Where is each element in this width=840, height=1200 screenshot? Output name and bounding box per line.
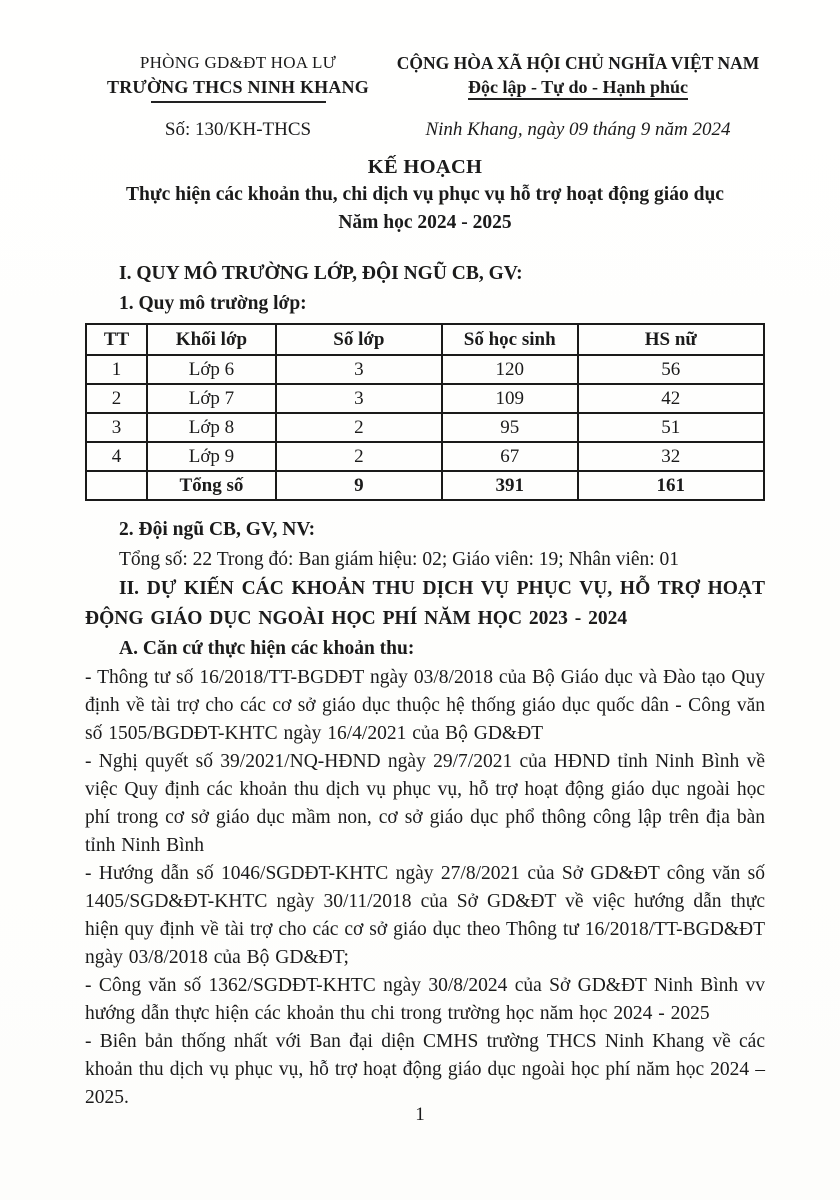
cell: 1 <box>86 355 147 384</box>
cell: 56 <box>578 355 764 384</box>
parent-org-name: PHÒNG GD&ĐT HOA LƯ <box>139 53 337 72</box>
cell: 3 <box>86 413 147 442</box>
legal-basis-paragraph: - Nghị quyết số 39/2021/NQ-HĐND ngày 29/7/2021 của HĐND tỉnh Ninh Bình về việc Quy định các khoản thu dịch vụ phục vụ, hỗ trợ hoạt động giáo dục ngoài học phí trong cơ sở giáo dục mầm non, cơ sở giáo dục phổ thông công lập trên địa bàn tỉnh Ninh Bình <box>85 751 765 856</box>
cell: 161 <box>578 471 764 500</box>
section1-sub2-heading: 2. Đội ngũ CB, GV, NV: <box>119 519 316 540</box>
place-and-date: Ninh Khang, ngày 09 tháng 9 năm 2024 <box>425 119 731 140</box>
cell: 391 <box>442 471 578 500</box>
cell <box>86 471 147 500</box>
cell: 109 <box>442 384 578 413</box>
cell: 67 <box>442 442 578 471</box>
cell: Lớp 7 <box>147 384 276 413</box>
section1-heading: I. QUY MÔ TRƯỜNG LỚP, ĐỘI NGŨ CB, GV: <box>119 263 523 284</box>
legal-basis-paragraph: - Hướng dẫn số 1046/SGDĐT-KHTC ngày 27/8/2021 của Sở GD&ĐT công văn số 1405/SGD&ĐT-KHTC ngày 30/11/2018 của Sở GD&ĐT về việc hướng dẫn thực hiện quy định về tài trợ cho các cơ sở giáo dục theo Thông tư 16/2018/TT-BGD&ĐT ngày 03/8/2018 của Bộ GD&ĐT; <box>85 863 765 968</box>
table-row <box>86 442 764 471</box>
col-header-hs-nu: HS nữ <box>578 324 764 355</box>
cell: 42 <box>578 384 764 413</box>
col-header-khoi-lop: Khối lớp <box>147 324 276 355</box>
staff-summary-line: Tổng số: 22 Trong đó: Ban giám hiệu: 02; Giáo viên: 19; Nhân viên: 01 <box>119 549 680 570</box>
section1-sub1-heading: 1. Quy mô trường lớp: <box>119 293 307 314</box>
legal-basis-paragraph: - Thông tư số 16/2018/TT-BGDĐT ngày 03/8/2018 của Bộ Giáo dục và Đào tạo Quy định về tài trợ cho các cơ sở giáo dục thuộc hệ thống giáo dục quốc dân - Công văn số 1505/BGDĐT-KHTC ngày 16/4/2021 của Bộ GD&ĐT <box>85 667 765 744</box>
section2-heading: II. DỰ KIẾN CÁC KHOẢN THU DỊCH VỤ PHỤC VỤ, HỖ TRỢ HOẠT ĐỘNG GIÁO DỤC NGOÀI HỌC PHÍ NĂM HỌC 2023 - 2024 <box>85 578 765 629</box>
cell: Lớp 9 <box>147 442 276 471</box>
document-title: KẾ HOẠCH <box>367 156 483 178</box>
national-title: CỘNG HÒA XÃ HỘI CHỦ NGHĨA VIỆT NAM <box>396 53 760 73</box>
legal-basis-paragraph: - Công văn số 1362/SGDĐT-KHTC ngày 30/8/2024 của Sở GD&ĐT Ninh Bình vv hướng dẫn thực hiện các khoản thu chi trong trường học năm học 2024 - 2025 <box>85 975 765 1024</box>
cell: 2 <box>276 413 442 442</box>
table-row <box>86 355 764 384</box>
legal-basis-paragraph: - Biên bản thống nhất với Ban đại diện CMHS trường THCS Ninh Khang về các khoản thu dịch vụ phục vụ, hỗ trợ hoạt động giáo dục ngoài học phí năm học 2024 – 2025. <box>85 1031 765 1108</box>
org-underline-rule <box>151 101 326 103</box>
cell: Tổng số <box>147 471 276 500</box>
national-header-block <box>391 52 765 103</box>
national-motto-text: Độc lập - Tự do - Hạnh phúc <box>468 77 688 100</box>
col-header-so-hoc-sinh: Số học sinh <box>442 324 578 355</box>
school-size-table <box>85 323 765 501</box>
col-header-tt: TT <box>86 324 147 355</box>
document-header <box>85 52 765 103</box>
table-header-row <box>86 324 764 355</box>
cell: 3 <box>276 355 442 384</box>
cell: 2 <box>86 384 147 413</box>
national-motto <box>391 74 765 100</box>
cell: 120 <box>442 355 578 384</box>
table-row <box>86 384 764 413</box>
page-number: 1 <box>415 1104 425 1125</box>
document-number: Số: 130/KH-THCS <box>164 119 312 140</box>
section2-subA-heading: A. Căn cứ thực hiện các khoản thu: <box>119 638 415 659</box>
document-subtitle-line2: Năm học 2024 - 2025 <box>338 212 512 233</box>
cell: 2 <box>276 442 442 471</box>
table-total-row <box>86 471 764 500</box>
title-block <box>85 153 765 237</box>
cell: Lớp 8 <box>147 413 276 442</box>
cell: Lớp 6 <box>147 355 276 384</box>
cell: 32 <box>578 442 764 471</box>
cell: 95 <box>442 413 578 442</box>
issuing-org-block <box>85 52 391 103</box>
col-header-so-lop: Số lớp <box>276 324 442 355</box>
cell: 3 <box>276 384 442 413</box>
cell: 51 <box>578 413 764 442</box>
document-subtitle-line1: Thực hiện các khoản thu, chi dịch vụ phục vụ hỗ trợ hoạt động giáo dục <box>126 184 724 205</box>
doc-number-row <box>85 119 765 141</box>
cell: 9 <box>276 471 442 500</box>
school-name: TRƯỜNG THCS NINH KHANG <box>107 77 369 97</box>
cell: 4 <box>86 442 147 471</box>
table-row <box>86 413 764 442</box>
